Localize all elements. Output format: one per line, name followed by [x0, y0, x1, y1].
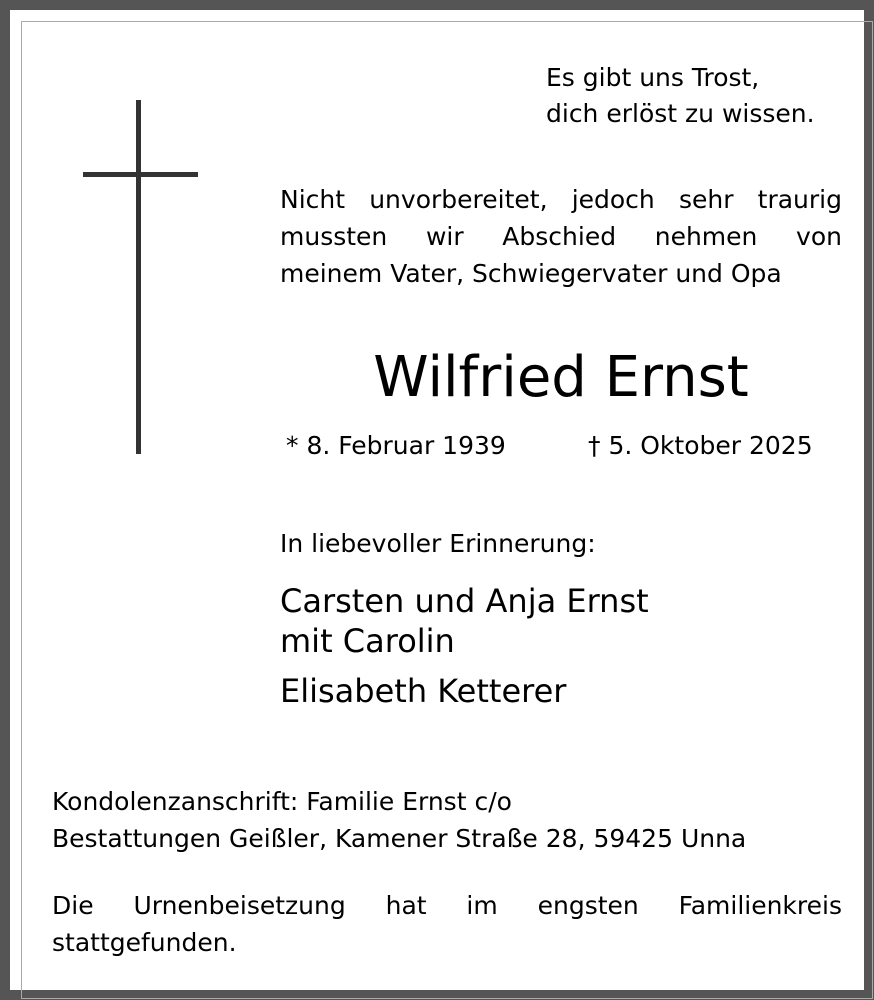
address-line: Kondolenzanschrift: Familie Ernst c/o	[52, 787, 512, 816]
intro-line: mussten wir Abschied nehmen von	[280, 222, 842, 251]
mourners	[280, 581, 649, 711]
intro-text	[280, 181, 842, 292]
funeral-line: Die Urnenbeisetzung hat im engsten Familienkreis	[52, 891, 842, 920]
funeral-note	[52, 887, 842, 961]
cross-icon-vertical-bar	[136, 100, 141, 454]
funeral-line: stattgefunden.	[52, 928, 237, 957]
intro-line: meinem Vater, Schwiegervater und Opa	[280, 259, 782, 288]
motto	[546, 60, 815, 132]
cross-icon-horizontal-bar	[83, 172, 198, 177]
address-line: Bestattungen Geißler, Kamener Straße 28, 59425 Unna	[52, 824, 747, 853]
condolence-address	[52, 783, 746, 857]
deceased-name: Wilfried Ernst	[373, 345, 749, 410]
birth-date: * 8. Februar 1939	[286, 431, 506, 460]
intro-line: Nicht unvorbereitet, jedoch sehr traurig	[280, 185, 842, 214]
mourner-line: Carsten und Anja Ernst	[280, 582, 649, 620]
death-date: † 5. Oktober 2025	[588, 431, 813, 460]
memory-label: In liebevoller Erinnerung:	[280, 529, 596, 558]
motto-line: Es gibt uns Trost,	[546, 63, 760, 92]
mourner-line: Elisabeth Ketterer	[280, 672, 567, 710]
mourner-line: mit Carolin	[280, 622, 455, 660]
motto-line: dich erlöst zu wissen.	[546, 99, 815, 128]
